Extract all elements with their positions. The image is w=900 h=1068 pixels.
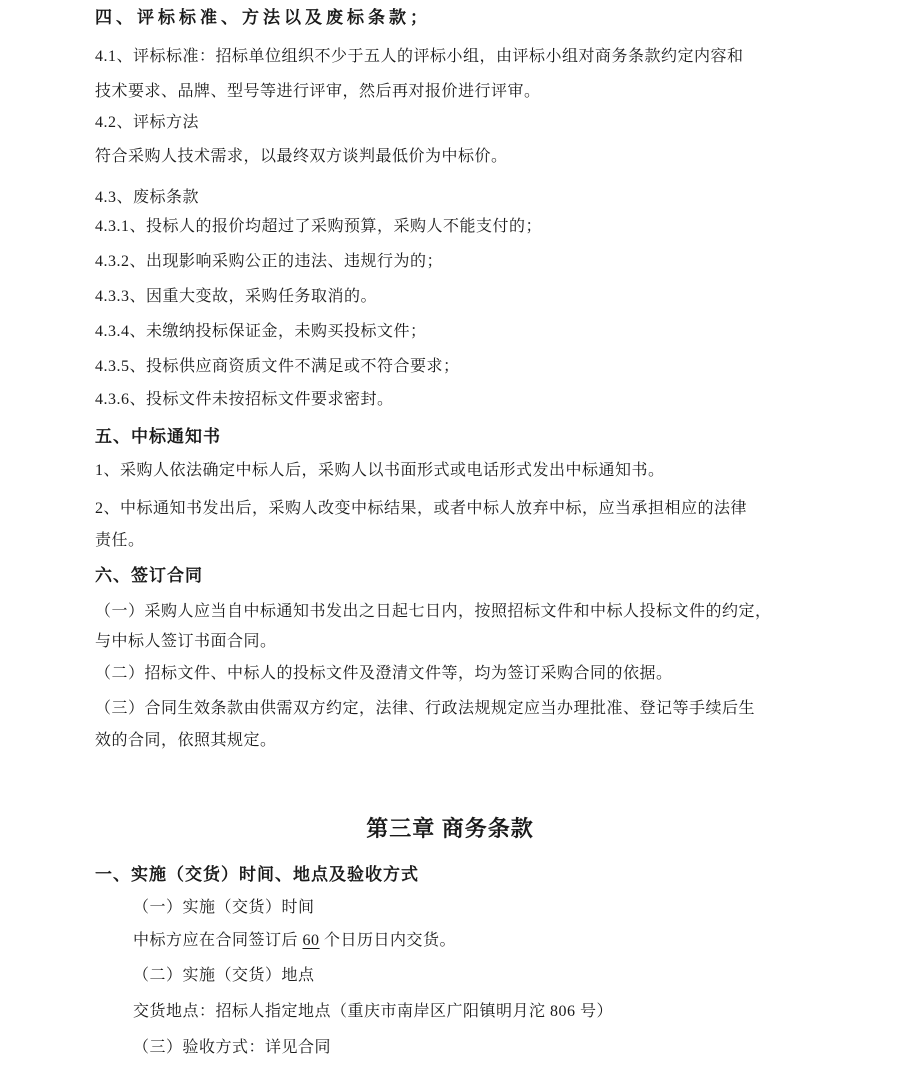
document-line: 交货地点：招标人指定地点（重庆市南岸区广阳镇明月沱 806 号）: [133, 1003, 614, 1020]
document-line: 2、中标通知书发出后，采购人改变中标结果，或者中标人放弃中标，应当承担相应的法律: [95, 500, 748, 517]
document-line: （二）招标文件、中标人的投标文件及澄清文件等，均为签订采购合同的依据。: [95, 665, 673, 682]
section-heading: 四、评标标准、方法以及废标条款；: [95, 8, 431, 27]
chapter-title: 第三章 商务条款: [366, 816, 534, 841]
document-line: 4.3.1、投标人的报价均超过了采购预算，采购人不能支付的；: [95, 218, 543, 235]
text-segment: 中标方应在合同签订后: [133, 932, 303, 949]
document-line: 技术要求、品牌、型号等进行评审，然后再对报价进行评审。: [95, 83, 541, 100]
section-heading: 一、实施（交货）时间、地点及验收方式: [95, 865, 419, 884]
document-line: 4.3、废标条款: [95, 189, 200, 206]
document-line: 4.3.3、因重大变故，采购任务取消的。: [95, 288, 378, 305]
document-line: （一）实施（交货）时间: [133, 899, 315, 916]
document-line: 4.2、评标方法: [95, 114, 200, 131]
document-line: 效的合同，依照其规定。: [95, 732, 277, 749]
document-line: （三）合同生效条款由供需双方约定，法律、行政法规规定应当办理批准、登记等手续后生: [95, 700, 756, 717]
document-line: （三）验收方式：详见合同: [133, 1039, 332, 1056]
text-segment: 个日历日内交货。: [319, 932, 457, 949]
document-line: 与中标人签订书面合同。: [95, 633, 277, 650]
document-line: 符合采购人技术需求，以最终双方谈判最低价为中标价。: [95, 148, 508, 165]
document-line: 4.3.5、投标供应商资质文件不满足或不符合要求；: [95, 358, 460, 375]
document-line: （一）采购人应当自中标通知书发出之日起七日内，按照招标文件和中标人投标文件的约定，: [95, 603, 772, 620]
document-line: 4.3.4、未缴纳投标保证金，未购买投标文件；: [95, 323, 427, 340]
underlined-value: 60: [302, 932, 320, 949]
document-line: [133, 931, 456, 951]
document-line: 4.3.6、投标文件未按招标文件要求密封。: [95, 391, 394, 408]
document-line: （二）实施（交货）地点: [133, 967, 315, 984]
document-line: 4.1、评标标准：招标单位组织不少于五人的评标小组，由评标小组对商务条款约定内容和: [95, 48, 744, 65]
document-line: 4.3.2、出现影响采购公正的违法、违规行为的；: [95, 253, 444, 270]
section-heading: 六、签订合同: [95, 566, 203, 585]
document-line: 责任。: [95, 532, 145, 549]
document-line: 1、采购人依法确定中标人后，采购人以书面形式或电话形式发出中标通知书。: [95, 462, 665, 479]
section-heading: 五、中标通知书: [95, 427, 221, 446]
